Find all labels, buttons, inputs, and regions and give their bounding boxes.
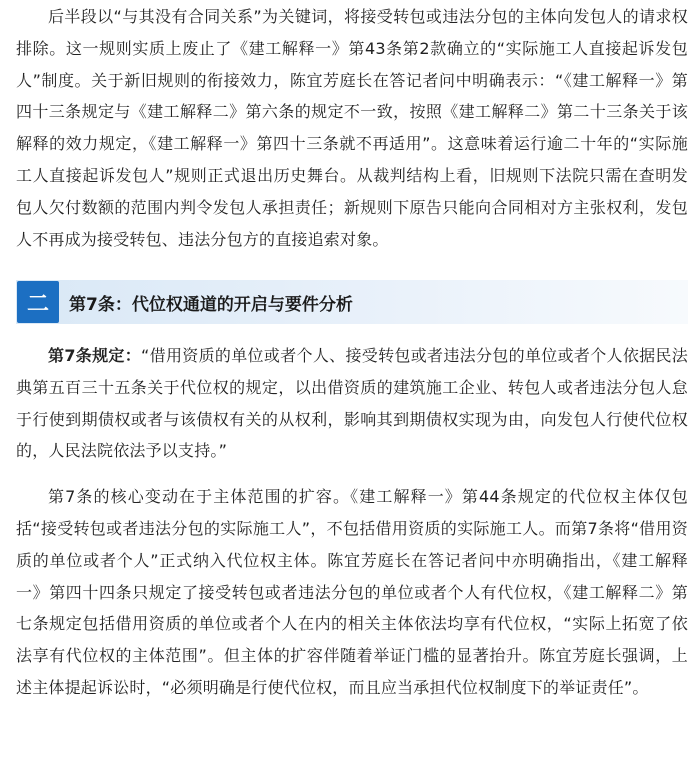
paragraph-intro: 后半段以“与其没有合同关系”为关键词，将接受转包或违法分包的主体向发包人的请求权排除。这一规则实质上废止了《建工解释一》第43条第2款确立的“实际施工人直接起诉发包人”制度。关于新旧规则的衔接效力，陈宜芳庭长在答记者问中明确表示：“《建工解释一》第四十三条规定与《建工解释二》第六条的规定不一致，按照《建工解释二》第二十三条关于该解释的效力规定，《建工解释一》第四十三条就不再适用”。这意味着运行逾二十年的“实际施工人直接起诉发包人”规则正式退出历史舞台。从裁判结构上看，旧规则下法院只需在查明发包人欠付数额的范围内判令发包人承担责任；新规则下原告只能向合同相对方主张权利，发包人不再成为接受转包、违法分包方的直接追索对象。 (16, 7, 688, 249)
lower-text-block (16, 340, 688, 704)
section-number-badge: 二 (17, 281, 59, 323)
section-header (16, 280, 688, 324)
upper-text-block (16, 0, 688, 255)
paragraph-analysis: 第7条的核心变动在于主体范围的扩容。《建工解释一》第44条规定的代位权主体仅包括“接受转包或者违法分包的实际施工人”，不包括借用资质的实际施工人。而第7条将“借用资质的单位或者个人”正式纳入代位权主体。陈宜芳庭长在答记者问中亦明确指出，《建工解释一》第四十四条只规定了接受转包或者违法分包的单位或者个人有代位权，《建工解释二》第七条规定包括借用资质的单位或者个人在内的相关主体依法均享有代位权，“实际上拓宽了依法享有代位权的主体范围”。但主体的扩容伴随着举证门槛的显著抬升。陈宜芳庭长强调，上述主体提起诉讼时，“必须明确是行使代位权，而且应当承担代位权制度下的举证责任”。 (16, 487, 688, 697)
section-title: 第7条：代位权通道的开启与要件分析 (69, 294, 353, 315)
article-quote: “借用资质的单位或者个人、接受转包或者违法分包的单位或者个人依据民法典第五百三十五条关于代位权的规定，以出借资质的建筑施工企业、转包人或者违法分包人怠于行使到期债权或者与该债权有关的从权利，影响其到期债权实现为由，向发包人行使代位权的，人民法院依法予以支持。” (16, 346, 688, 461)
paragraph-article-7 (16, 340, 688, 467)
article-lead: 第7条规定： (48, 346, 142, 365)
